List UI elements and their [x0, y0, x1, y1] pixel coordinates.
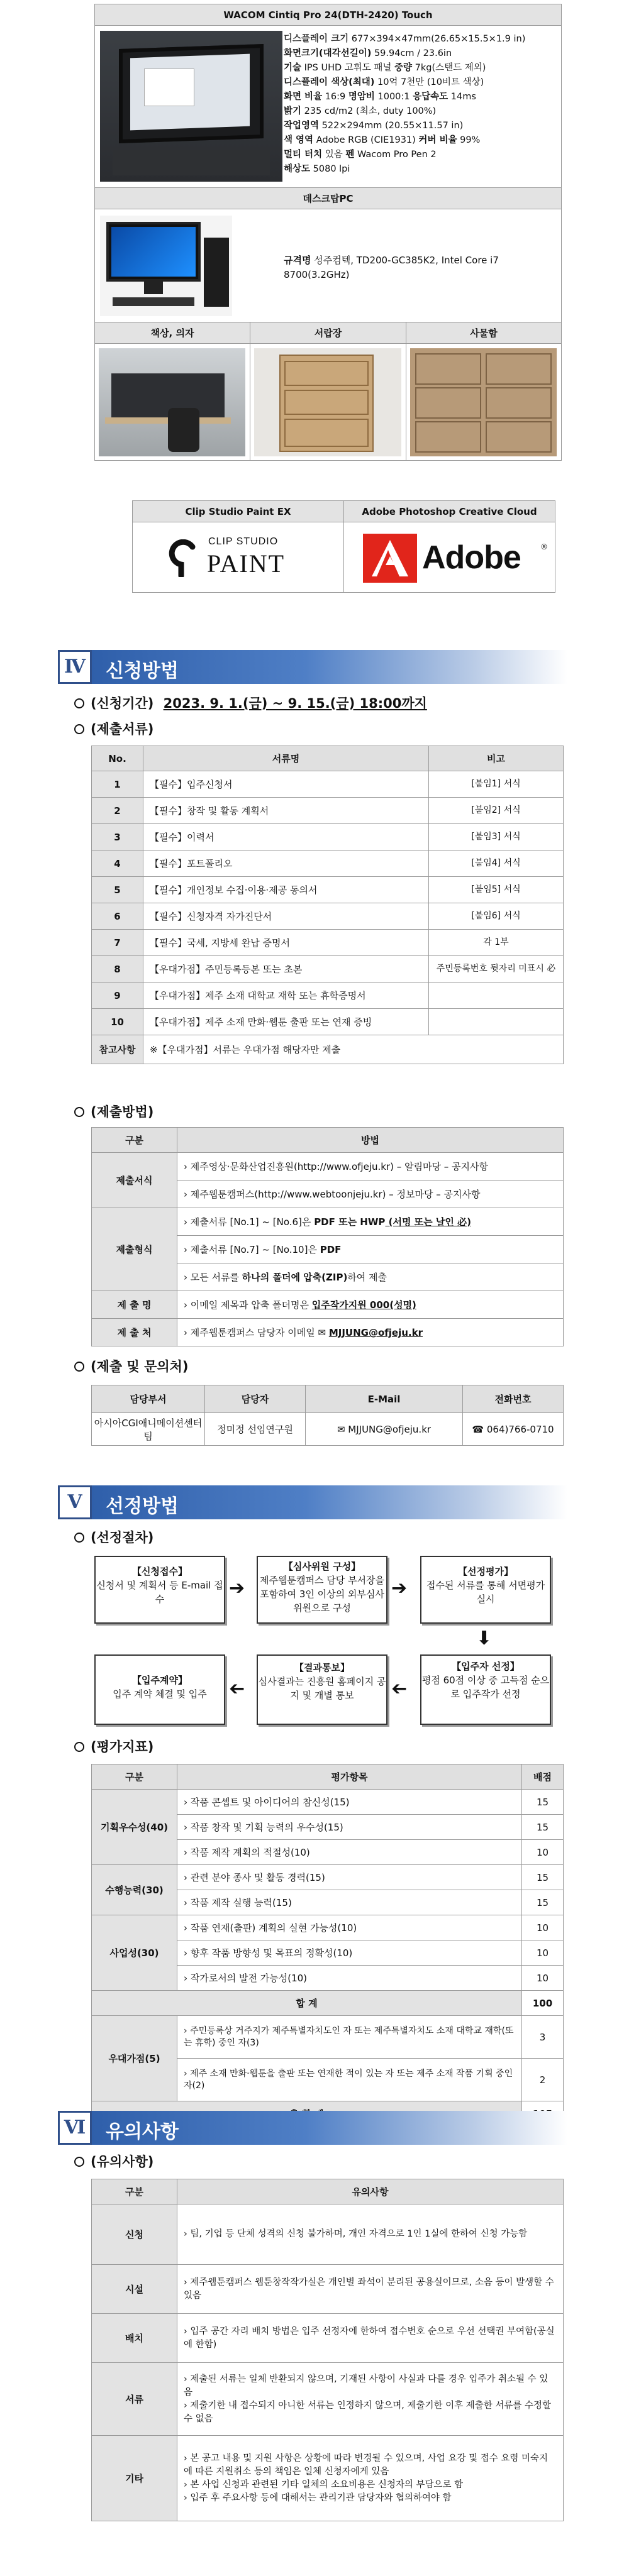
desk-photo: [99, 348, 245, 456]
table-row: 2 【필수】창작 및 활동 계획서 [붙임2] 서식: [92, 798, 564, 824]
contact-phone: 064)766-0710: [486, 1423, 554, 1435]
method-table: 구분 방법 제출서식 › 제주영상·문화산업진흥원(http://www.ofjeju.kr) – 알림마당 – 공지사항 › 제주웹툰캠퍼스(http://www.webtoonjeju.kr) – 정보마당 – 공지사항 제출형식 › 제출서류 [No.1] ~ [No.6]은 PDF 또는 HWP (서명 또는 날인 必) › 제출서류 [No.7] ~ [No.10]은 PDF › 모든 서류를 하나의 폴더에 압축(ZIP)하여 제출 제 출 명 › 이메일 제목과 압축 폴더명은 입주작가지원 000(성명) 제 출 처 › 제주웹툰캠퍼스 담당자 이메일 ✉ MJJUNG@ofjeju.kr: [91, 1127, 564, 1346]
furniture-table: [94, 322, 562, 461]
section-4-number: Ⅳ: [58, 650, 92, 684]
wacom-photo: [100, 31, 282, 182]
evaluation-table: 구분 평가항목 배점 기획우수성(40) › 작품 콘셉트 및 아이디어의 참신성(15) 15 › 작품 창작 및 기획 능력의 우수성(15) 15 › 작품 제작 계획의 적절성(10) 10 수행능력(30) › 관련 분야 종사 및 활동 경력(15) 15 › 작품 제작 실행 능력(15) 15 사업성(30) › 작품 연재(출판) 계획의 실현 가능성(10) 10 › 향후 작품 방향성 및 목표의 정확성(10) 10 › 작가로서의 발전 가능성(10) 10 합 계 100 우대가점(5) › 주민등록상 거주지가 제주특별자치도인 자 또는 제주특별자치도 소재 대학교 재학(또는 휴학) 중인 자(3) 3 › 제주 소재 만화·웹툰을 출판 또는 연재한 적이 있는 자 또는 제주 소재 작품 기획 중인 자(2) 2: [91, 1764, 564, 2127]
wacom-specs: 디스플레이 크기 677×394×47mm(26.65×15.5×1.9 in) 화면크기(대각선길이) 59.94cm / 23.6in 기술 IPS UHD 고휘도 패널 중량 7kg(스탠드 제외) 디스플레이 색상(최대) 10억 7천만 (10비트 색상) 화면 비율 16:9 명암비 1000:1 응답속도 14ms 밝기 235 cd/m2 (최소, duty 100%) 작업영역 522×294mm (20.55×11.57 in) 색 영역 Adobe RGB (CIE1931) 커버 비율 99% 멀티 터치 있음 펜 Wacom Pro Pen 2 해상도 5080 lpi: [284, 34, 526, 174]
section-5-header: [58, 1485, 567, 1519]
table-row: 신청 › 팀, 기업 등 단체 성격의 신청 불가하며, 개인 자격으로 1인 1실에 한하여 신청 가능함: [92, 2204, 564, 2265]
circle-bullet-icon: [74, 698, 84, 708]
table-row: 사업성(30) › 작품 연재(출판) 계획의 실현 가능성(10) 10: [92, 1915, 564, 1940]
table-row: 5 【필수】개인정보 수집·이용·제공 동의서 [붙임5] 서식: [92, 877, 564, 903]
step-selection: 【입주자 선정】 평점 60점 이상 중 고득점 순으로 입주작가 선정: [420, 1654, 551, 1725]
locker-photo: [410, 348, 557, 456]
table-row: 기획우수성(40) › 작품 콘셉트 및 아이디어의 참신성(15) 15: [92, 1790, 564, 1815]
mail-icon: ✉: [318, 1327, 329, 1338]
period-line: (신청기간) 2023. 9. 1.(금) ~ 9. 15.(금) 18:00까지: [74, 693, 427, 712]
docs-ref-label: 참고사항: [92, 1035, 143, 1064]
form-link-ofjeju[interactable]: 제주영상·문화산업진흥원(http://www.ofjeju.kr) – 알림마당 – 공지사항: [190, 1161, 488, 1172]
section-5-number: Ⅴ: [58, 1485, 92, 1519]
form-link-webtoon[interactable]: 제주웹툰캠퍼스(http://www.webtoonjeju.kr) – 정보마당 – 공지사항: [190, 1189, 481, 1200]
arrow-right-icon: ➔: [229, 1577, 245, 1599]
docs-label: (제출서류): [74, 719, 153, 738]
eval-label: (평가지표): [74, 1737, 153, 1756]
contact-person: 정미정 선임연구원: [205, 1413, 306, 1446]
note-label: (유의사항): [74, 2152, 153, 2171]
software-table: [132, 500, 555, 593]
table-row: 7 【필수】국세, 지방세 완납 증명서 각 1부: [92, 930, 564, 956]
table-row: 4 【필수】포트폴리오 [붙임4] 서식: [92, 850, 564, 877]
contact-dept: 아시아CGI애니메이션센터팀: [92, 1413, 205, 1446]
table-row: 시설 › 제주웹툰캠퍼스 웹툰창작작가실은 개인별 좌석이 분리된 공용실이므로, 소음 등이 발생할 수 있음: [92, 2265, 564, 2314]
contact-email[interactable]: MJJUNG@ofjeju.kr: [348, 1423, 432, 1435]
table-row: 수행능력(30) › 관련 분야 종사 및 활동 경력(15) 15: [92, 1865, 564, 1890]
drawer-photo: [254, 348, 401, 456]
desktop-spec: 규격명 성주컴텍, TD200-GC385K2, Intel Core i7 8700(3.2GHz): [284, 255, 499, 280]
step-committee: 【심사위원 구성】 제주웹툰캠퍼스 담당 부서장을 포함하여 3인 이상의 외부심사위원으로 구성: [257, 1556, 387, 1624]
circle-bullet-icon: [74, 1533, 84, 1543]
wacom-title: WACOM Cintiq Pro 24(DTH-2420) Touch: [95, 4, 562, 26]
clip-studio-logo: CLIP STUDIO PAINT: [167, 536, 318, 580]
arrow-down-icon: ⬇: [476, 1627, 493, 1649]
section-5-title: 선정방법: [106, 1495, 179, 1517]
arrow-left-icon: ➔: [391, 1678, 408, 1700]
circle-bullet-icon: [74, 1107, 84, 1117]
equipment-table: [94, 4, 562, 322]
table-row: 배치 › 입주 공간 자리 배치 방법은 입주 선정자에 한하여 접수번호 순으로 우선 선택권 부여함(공실에 한함): [92, 2314, 564, 2363]
circle-bullet-icon: [74, 1362, 84, 1372]
table-row: 10 【우대가점】제주 소재 만화·웹툰 출판 또는 연재 증빙: [92, 1009, 564, 1035]
process-label: (선정절차): [74, 1527, 153, 1546]
section-6-number: Ⅵ: [58, 2111, 92, 2145]
adobe-logo: Adobe ®: [363, 534, 545, 583]
table-row: 9 【우대가점】제주 소재 대학교 재학 또는 휴학증명서: [92, 983, 564, 1009]
notice-table: 구분 유의사항 신청 › 팀, 기업 등 단체 성격의 신청 불가하며, 개인 자격으로 1인 1실에 한하여 신청 가능함 시설 › 제주웹툰캠퍼스 웹툰창작작가실은 개인별 좌석이 분리된 공용실이므로, 소음 등이 발생할 수 있음 배치 › 입주 공간 자리 배치 방법은 입주 선정자에 한하여 접수번호 순으로 우선 선택권 부여함(공실에 한함) 서류 › 제출된 서류는 일체 반환되지 않으며, 기재된 사항이 사실과 다를 경우 입주가 취소될 수 있음 › 제출기한 내 접수되지 아니한 서류는 인정하지 않으며, 제출기한 이후 제출한 서류를 수정할 수 없음 기타 › 본 공고 내용 및 지원 사항은 상황에 따라 변경될 수 있으며, 사업 요강 및 접수 요령 미숙지에 따른 지원취소 등의 책임은 일체 신청자에게 있음 › 본 사업 신청과 관련된 기타 일체의 소요비용은 신청자의 부담으로 함 › 입주 후 주요사항 등에 대해서는 관리기관 담당자와 협의하여야 함: [91, 2179, 564, 2521]
documents-table: No. 서류명 비고 1 【필수】입주신청서 [붙임1] 서식 2 【필수】창작 및 활동 계획서 [붙임2] 서식 3 【필수】이력서 [붙임3] 서식 4 【필수】포트폴리오 [붙임4] 서식 5 【필수】개인정보 수집·이용·제공 동의서 [붙임5] 서식 6 【필수】신청자격 자가진단서 [붙임6] 서식 7 【필수】국세, 지방세 완납 증명서 각 1부 8 【우대가점】주민등록등본 또는 초본 주민등록번호 뒷자리 미표시 必 9 【우대가점】제주 소재 대학교 재학 또는 휴학증명서 10 【우대가점】제주 소재 만화·웹툰 출판 또는 연재 증빙 참고사항 ※【우대가점】서류는 우대가점 해당자만 제출: [91, 746, 564, 1064]
step-apply: 【신청접수】 신청서 및 계획서 등 E-mail 접수: [94, 1556, 225, 1624]
contact-label: (제출 및 문의처): [74, 1357, 189, 1375]
table-row: 6 【필수】신청자격 자가진단서 [붙임6] 서식: [92, 903, 564, 930]
section-6-title: 유의사항: [106, 2121, 179, 2143]
step-evaluation: 【선정평가】 접수된 서류를 통해 서면평가 실시: [420, 1556, 551, 1624]
desktop-photo: [100, 216, 232, 316]
table-row: 서류 › 제출된 서류는 일체 반환되지 않으며, 기재된 사항이 사실과 다를 경우 입주가 취소될 수 있음 › 제출기한 내 접수되지 아니한 서류는 인정하지 않으며, 제출기한 이후 제출한 서류를 수정할 수 없음: [92, 2363, 564, 2436]
software-clip-label: Clip Studio Paint EX: [133, 501, 344, 522]
phone-icon: ☎: [472, 1423, 487, 1435]
docs-ref: ※【우대가점】서류는 우대가점 해당자만 제출: [143, 1035, 564, 1064]
section-4-header: [58, 650, 567, 684]
section-6-header: [58, 2111, 567, 2145]
table-row: › 작품 창작 및 기획 능력의 우수성(15) 15: [92, 1815, 564, 1840]
furniture-drawer-label: 서랍장: [250, 322, 406, 344]
adobe-icon: [363, 534, 417, 583]
arrow-right-icon: ➔: [391, 1577, 408, 1599]
contact-table: 담당부서 담당자 E-Mail 전화번호 아시아CGI애니메이션센터팀 정미정 선임연구원 ✉ MJJUNG@ofjeju.kr ☎ 064)766-0710: [91, 1385, 564, 1446]
software-adobe-label: Adobe Photoshop Creative Cloud: [344, 501, 555, 522]
sum-value: 100: [522, 1991, 564, 2016]
step-contract: 【입주계약】 입주 계약 체결 및 입주: [94, 1654, 225, 1725]
table-row: › 작가로서의 발전 가능성(10) 10: [92, 1966, 564, 1991]
mail-icon: ✉: [337, 1423, 348, 1435]
table-row: › 작품 제작 계획의 적절성(10) 10: [92, 1840, 564, 1865]
submit-email-link[interactable]: MJJUNG@ofjeju.kr: [328, 1327, 423, 1338]
table-row: 3 【필수】이력서 [붙임3] 서식: [92, 824, 564, 850]
clip-studio-icon: [167, 539, 199, 577]
table-row: › 향후 작품 방향성 및 목표의 정확성(10) 10: [92, 1940, 564, 1966]
circle-bullet-icon: [74, 724, 84, 734]
sum-label: 합 계: [92, 1991, 522, 2016]
step-notice: 【결과통보】 심사결과는 진흥원 홈페이지 공지 및 개별 통보: [257, 1654, 387, 1725]
furniture-locker-label: 사물함: [406, 322, 562, 344]
circle-bullet-icon: [74, 1742, 84, 1752]
circle-bullet-icon: [74, 2157, 84, 2167]
arrow-left-icon: ➔: [229, 1678, 245, 1700]
furniture-desk-label: 책상, 의자: [95, 322, 250, 344]
table-row: 1 【필수】입주신청서 [붙임1] 서식: [92, 771, 564, 798]
section-4-title: 신청방법: [106, 660, 179, 682]
table-row: 8 【우대가점】주민등록등본 또는 초본 주민등록번호 뒷자리 미표시 必: [92, 956, 564, 983]
table-row: 기타 › 본 공고 내용 및 지원 사항은 상황에 따라 변경될 수 있으며, 사업 요강 및 접수 요령 미숙지에 따른 지원취소 등의 책임은 일체 신청자에게 있음 › 본 사업 신청과 관련된 기타 일체의 소요비용은 신청자의 부담으로 함 › 입주 후 주요사항 등에 대해서는 관리기관 담당자와 협의하여야 함: [92, 2436, 564, 2521]
method-label: (제출방법): [74, 1102, 153, 1121]
table-row: › 작품 제작 실행 능력(15) 15: [92, 1890, 564, 1915]
desktop-title: 데스크탑PC: [95, 188, 562, 209]
